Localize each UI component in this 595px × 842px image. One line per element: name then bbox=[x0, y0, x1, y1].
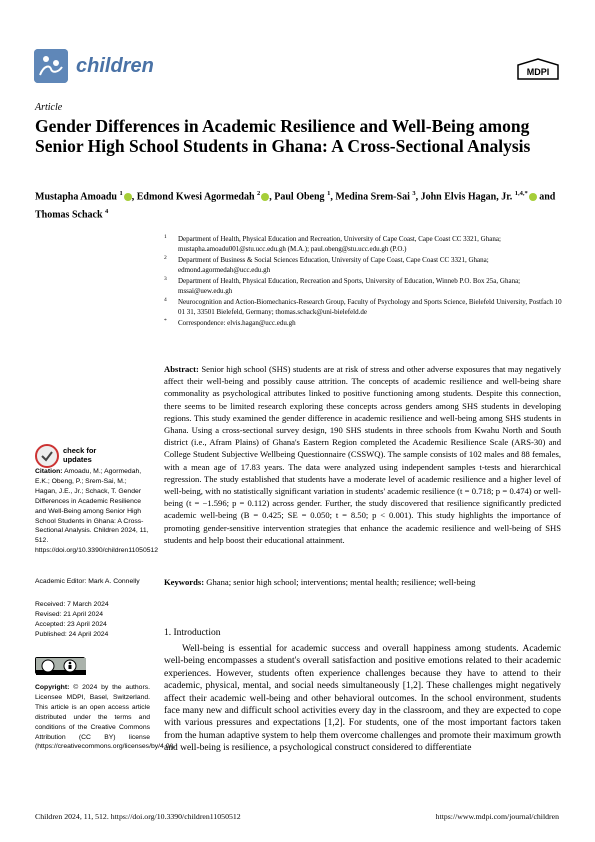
journal-name: children bbox=[76, 55, 154, 77]
date-item: Accepted: 23 April 2024 bbox=[35, 621, 107, 628]
orcid-icon[interactable] bbox=[529, 193, 537, 201]
affiliation-item: 4 Neurocognition and Action-Biomechanics-Research Group, Faculty of Psychology and Sports Science, Bielefeld University, Postfach 10 01 31, 33501 Bielefeld, Germany; thomas.schack@uni-bielefeld.de bbox=[164, 297, 562, 316]
abstract bbox=[164, 363, 561, 546]
author-affiliation-mark: 1 bbox=[119, 190, 123, 197]
author-affiliation-mark: 1,4,* bbox=[514, 190, 528, 197]
affiliation-item: 1 Department of Health, Physical Education and Recreation, University of Cape Coast, Cape Coast CC 3321, Ghana; mustapha.amoadu001@stu.ucc.edu.gh (M.A.); paul.obeng@stu.ucc.edu.gh (P.O.) bbox=[164, 234, 501, 253]
author-affiliation-mark: 2 bbox=[257, 190, 261, 197]
date-item: Revised: 21 April 2024 bbox=[35, 611, 104, 618]
mdpi-logo-icon bbox=[514, 57, 562, 81]
publication-dates bbox=[35, 600, 150, 640]
footer-journal-link[interactable]: https://www.mdpi.com/journal/children bbox=[435, 812, 559, 821]
copyright-label: Copyright: bbox=[35, 684, 70, 691]
author-name[interactable]: Medina Srem-Sai bbox=[335, 191, 413, 203]
copyright-block bbox=[35, 683, 176, 752]
author-affiliation-mark: 4 bbox=[105, 208, 109, 216]
introduction-text: Well-being is essential for academic success and overall happiness among students. Academic well-being encompasses a student's overall satisfaction and positive emotions related to their academic experiences. However, students often experience challenges because they have to attend to their academic, physical, mental, and social needs simultaneously [1,2]. These challenges might negatively affect their academic well-being and other behavioral outcomes. In the school environment, students face many new and difficult school activities every day in the classroom, and they are expected to cope with various pressures and expectations [1,2]. For students, one of the most important factors taken from the human adaptive system to help them overcome challenges and promote their maximum growth and well-being is resilience, a psychological construct considered to differentiate bbox=[164, 644, 561, 754]
author-name[interactable]: Mustapha Amoadu bbox=[35, 191, 120, 203]
keywords-label: Keywords: bbox=[164, 577, 205, 587]
check-updates-icon bbox=[35, 444, 59, 468]
check-updates-label: check for updates bbox=[63, 446, 97, 464]
author-affiliation-mark: 1 bbox=[327, 190, 331, 197]
affiliation-item: 2 Department of Business & Social Sciences Education, University of Cape Coast, Cape Coast CC 3321, Ghana; edmond.agormedah@ucc.edu.gh bbox=[164, 255, 489, 274]
article-type: Article bbox=[35, 102, 63, 113]
article-title: Gender Differences in Academic Resilience and Well-Being among Senior High School Students in Ghana: A Cross-Sectional Analysis bbox=[35, 116, 531, 156]
affiliation-item: 3 Department of Health, Physical Education, Recreation and Sports, University of Education, Winneb P.O. Box 25a, Ghana; mssai@uew.edu.gh bbox=[164, 276, 521, 295]
academic-editor: Academic Editor: Mark A. Connelly bbox=[35, 578, 140, 585]
cc-by-license-icon[interactable] bbox=[35, 657, 85, 674]
orcid-icon[interactable] bbox=[124, 193, 132, 201]
affiliation-list bbox=[164, 234, 564, 329]
author-name[interactable]: John Elvis Hagan, Jr. bbox=[420, 191, 515, 203]
author-list: Mustapha Amoadu $^1$ , Edmond Kwesi Agormedah $^2$ , Paul Obeng $^1$, Medina Srem-Sai $^3$, John Elvis Hagan, Jr. $^{1,4,*}$ and Thomas Schack $^4$ bbox=[35, 190, 556, 221]
author-affiliation-mark: 3 bbox=[412, 190, 416, 197]
citation-label: Citation: bbox=[35, 468, 63, 475]
footer-citation: Children 2024, 11, 512. https://doi.org/10.3390/children11050512 bbox=[35, 812, 241, 821]
children-logo-icon bbox=[34, 49, 68, 83]
citation-text: Amoadu, M.; Agormedah, E.K.; Obeng, P.; Srem-Sai, M.; Hagan, J.E., Jr.; Schack, T. Gender Differences in Academic Resilience and Well-Being among Senior High School Students in Ghana: A Cross-Sectional Analysis. Children 2024, 11, 512. https://doi.org/10.3390/children11050512 bbox=[35, 468, 159, 555]
citation-block bbox=[35, 467, 159, 556]
date-item: Received: 7 March 2024 bbox=[35, 601, 109, 608]
author-name[interactable]: Thomas Schack bbox=[35, 209, 106, 221]
mdpi-logo-text: MDPI bbox=[526, 67, 550, 77]
date-item: Published: 24 April 2024 bbox=[35, 631, 109, 638]
author-name[interactable]: Paul Obeng bbox=[274, 191, 328, 203]
affiliation-item: * Correspondence: elvis.hagan@ucc.edu.gh bbox=[164, 318, 296, 327]
abstract-label: Abstract: bbox=[164, 364, 199, 374]
keywords-text: Ghana; senior high school; interventions; mental health; resilience; well-being bbox=[206, 577, 476, 587]
abstract-text: Senior high school (SHS) students are at risk of stress and other adverse exposures that may negatively affect their well-being and possibly cause attrition. The concepts of academic resilience and well-being share commonality as psychological attributes linked to positive functioning among students. Despite this connection, there seems to be limited research exploring these concepts across genders among SHS students in developing regions. This study examined the gender difference in academic resilience and well-being among SHS students in Ghana. Using a cross-sectional survey design, 190 SHS students in three schools from Kwahu North and South district (i.e., Afram Plains) of Ghana's Eastern Region completed the Academic Resilience Scale (ARS-30) and College Student Subjective Wellbeing Questionnaire (CSSWQ). The sample consists of 102 males and 88 females, with a mean age of 17.83 years. The data were analyzed using independent samples t-tests and hierarchical regression. The study established that students have a moderate level of academic resilience and a higher level of well-being, with no statistically significant variation in students' academic resilience (t = 0.718; p = 0.474) or well-being (t = −1.596; p = 0.112) across gender. Further, the study discovered that resilience significantly predicted academic well-being (B = 0.425; SE = 0.050; t = 8.50; p < 0.001). This study highlights the importance of promoting gender-sensitive intervention strategies that enhance the academic resilience and well-being of SHS students and help boost their educational attainment. bbox=[164, 364, 561, 545]
check-for-updates-button[interactable] bbox=[35, 444, 145, 468]
copyright-text: © 2024 by the authors. Licensee MDPI, Basel, Switzerland. This article is an open access article distributed under the terms and conditions of the Creative Commons Attribution (CC BY) license (https://creativecommons.org/licenses/by/4.0/). bbox=[35, 684, 176, 751]
section-heading: 1. Introduction bbox=[164, 628, 221, 638]
keywords bbox=[164, 576, 561, 588]
author-name[interactable]: Edmond Kwesi Agormedah bbox=[136, 191, 258, 203]
